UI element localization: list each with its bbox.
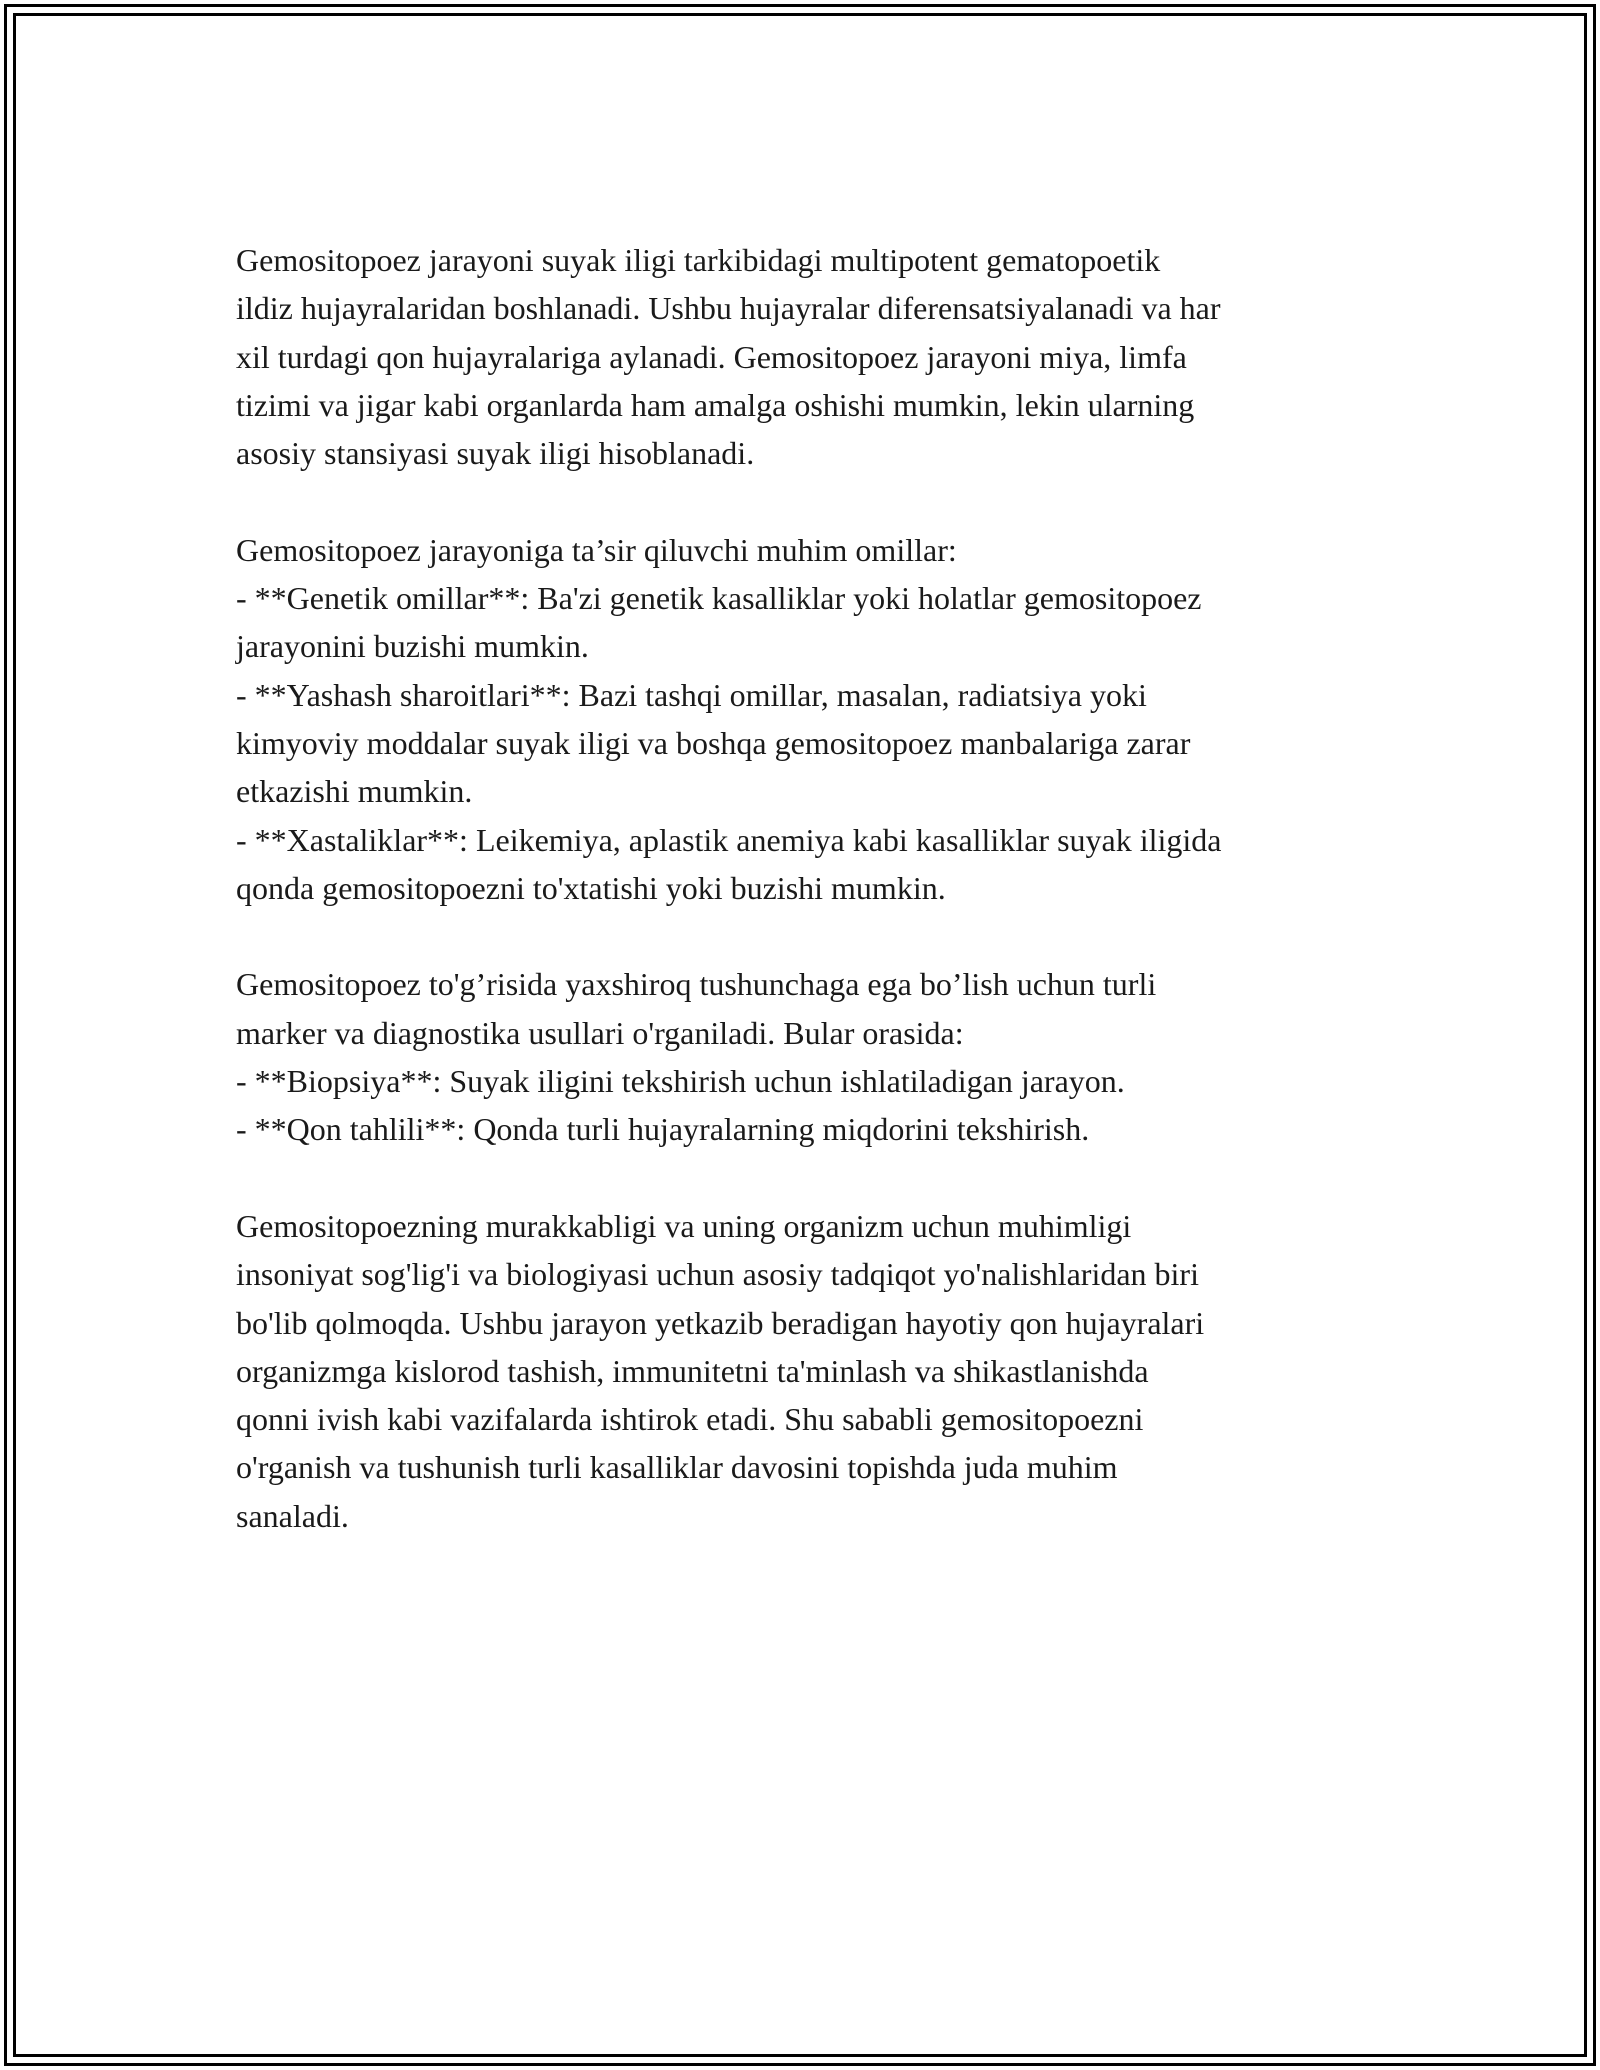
list-item-line: - **Xastaliklar**: Leikemiya, aplastik anemiya kabi kasalliklar suyak iligida: [236, 821, 1222, 858]
text-line: sanaladi.: [236, 1497, 349, 1534]
list-item-line: - **Qon tahlili**: Qonda turli hujayralarning miqdorini tekshirish.: [236, 1111, 1090, 1148]
list-item-line: - **Yashash sharoitlari**: Bazi tashqi omillar, masalan, radiatsiya yoki: [236, 676, 1147, 713]
text-line: bo'lib qolmoqda. Ushbu jarayon yetkazib beradigan hayotiy qon hujayralari: [236, 1304, 1205, 1341]
paragraph-intro: [236, 236, 1396, 477]
text-line: ildiz hujayralaridan boshlanadi. Ushbu hujayralar diferensatsiyalanadi va har: [236, 290, 1221, 327]
text-line: etkazishi mumkin.: [236, 773, 473, 810]
text-line: xil turdagi qon hujayralariga aylanadi. Gemositopoez jarayoni miya, limfa: [236, 338, 1187, 375]
text-line: qonni ivish kabi vazifalarda ishtirok etadi. Shu sababli gemositopoezni: [236, 1401, 1144, 1438]
list-item-line: - **Biopsiya**: Suyak iligini tekshirish uchun ishlatiladigan jarayon.: [236, 1063, 1125, 1100]
text-line: Gemositopoezning murakkabligi va uning organizm uchun muhimligi: [236, 1207, 1132, 1244]
text-line: marker va diagnostika usullari o'rganiladi. Bular orasida:: [236, 1014, 964, 1051]
paragraph-conclusion: [236, 1202, 1396, 1540]
text-line: o'rganish va tushunish turli kasalliklar davosini topishda juda muhim: [236, 1449, 1118, 1486]
text-line: Gemositopoez jarayoniga ta’sir qiluvchi muhim omillar:: [236, 531, 957, 568]
text-line: qonda gemositopoezni to'xtatishi yoki buzishi mumkin.: [236, 869, 946, 906]
text-line: jarayonini buzishi mumkin.: [236, 628, 589, 665]
text-line: Gemositopoez to'g’risida yaxshiroq tushunchaga ega bo’lish uchun turli: [236, 966, 1157, 1003]
paragraph-factors: [236, 526, 1396, 912]
text-line: kimyoviy moddalar suyak iligi va boshqa gemositopoez manbalariga zarar: [236, 724, 1191, 761]
text-line: asosiy stansiyasi suyak iligi hisoblanadi.: [236, 435, 755, 472]
document-body: [236, 236, 1396, 1588]
text-line: tizimi va jigar kabi organlarda ham amalga oshishi mumkin, lekin ularning: [236, 386, 1195, 423]
list-item-line: - **Genetik omillar**: Ba'zi genetik kasalliklar yoki holatlar gemositopoez: [236, 580, 1202, 617]
text-line: organizmga kislorod tashish, immunitetni ta'minlash va shikastlanishda: [236, 1352, 1149, 1389]
paragraph-diagnostics: [236, 960, 1396, 1153]
text-line: insoniyat sog'lig'i va biologiyasi uchun asosiy tadqiqot yo'nalishlaridan biri: [236, 1256, 1199, 1293]
text-line: Gemositopoez jarayoni suyak iligi tarkibidagi multipotent gematopoetik: [236, 242, 1161, 278]
